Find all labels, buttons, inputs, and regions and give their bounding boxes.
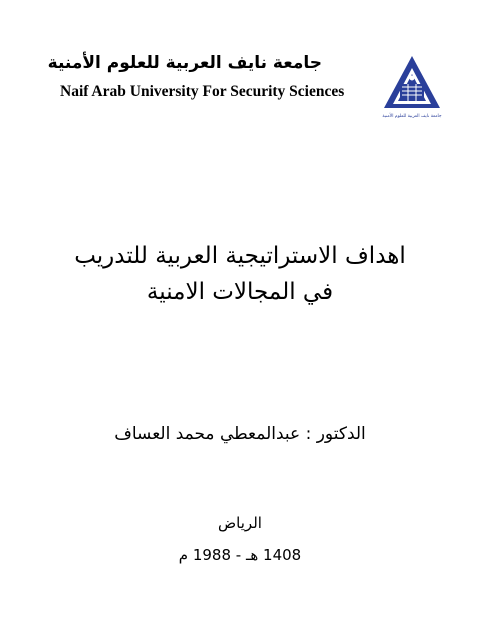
university-name-arabic: جامعة نايف العربية للعلوم الأمنية bbox=[47, 53, 322, 73]
publication-city: الرياض bbox=[218, 514, 262, 532]
university-logo-icon bbox=[378, 54, 446, 120]
document-title bbox=[40, 238, 440, 310]
logo-caption: جامعة نايف العربية للعلوم الأمنية bbox=[382, 114, 442, 119]
publication-date: 1408 هـ - 1988 م bbox=[178, 546, 302, 564]
university-name-english: Naif Arab University For Security Sciences bbox=[60, 83, 345, 100]
title-line-2: في المجالات الامنية bbox=[146, 279, 334, 305]
author-line: الدكتور : عبدالمعطي محمد العساف bbox=[114, 424, 366, 444]
title-line-1: اهداف الاستراتيجية العربية للتدريب bbox=[74, 243, 406, 269]
